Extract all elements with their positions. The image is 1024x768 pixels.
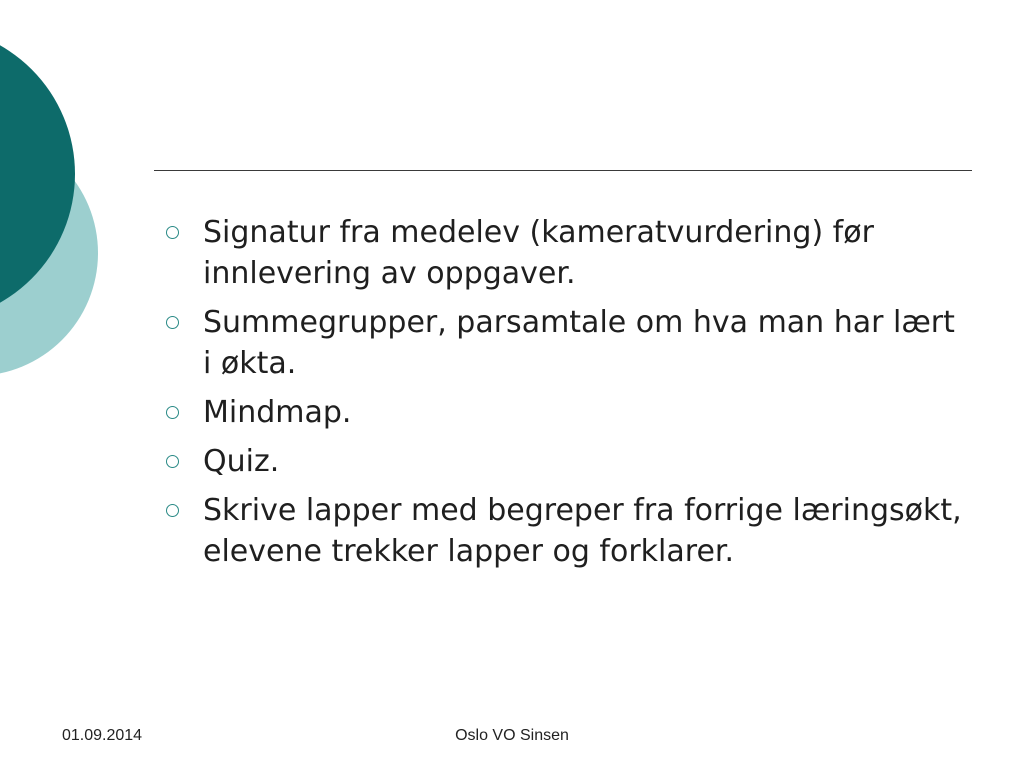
bullet-item [165, 441, 965, 482]
title-divider [154, 170, 972, 171]
bullet-list [165, 212, 965, 580]
circle-bullet-icon [166, 504, 179, 517]
bullet-text: Quiz. [203, 444, 280, 479]
bullet-text: Summegrupper, parsamtale om hva man har lært i økta. [203, 305, 955, 381]
circle-bullet-icon [166, 226, 179, 239]
footer-center-text: Oslo VO Sinsen [455, 727, 569, 744]
footer-date: 01.09.2014 [62, 727, 143, 744]
circle-bullet-icon [166, 455, 179, 468]
bullet-text: Signatur fra medelev (kameratvurdering) før innlevering av oppgaver. [203, 215, 874, 291]
bullet-text: Skrive lapper med begreper fra forrige læringsøkt, elevene trekker lapper og forklarer. [203, 493, 962, 569]
bullet-item [165, 490, 965, 572]
bullet-item [165, 212, 965, 294]
circle-bullet-icon [166, 406, 179, 419]
bullet-item [165, 302, 965, 384]
decorative-circles [0, 0, 110, 420]
bullet-item [165, 392, 965, 433]
bullet-text: Mindmap. [203, 395, 352, 430]
circle-bullet-icon [166, 316, 179, 329]
